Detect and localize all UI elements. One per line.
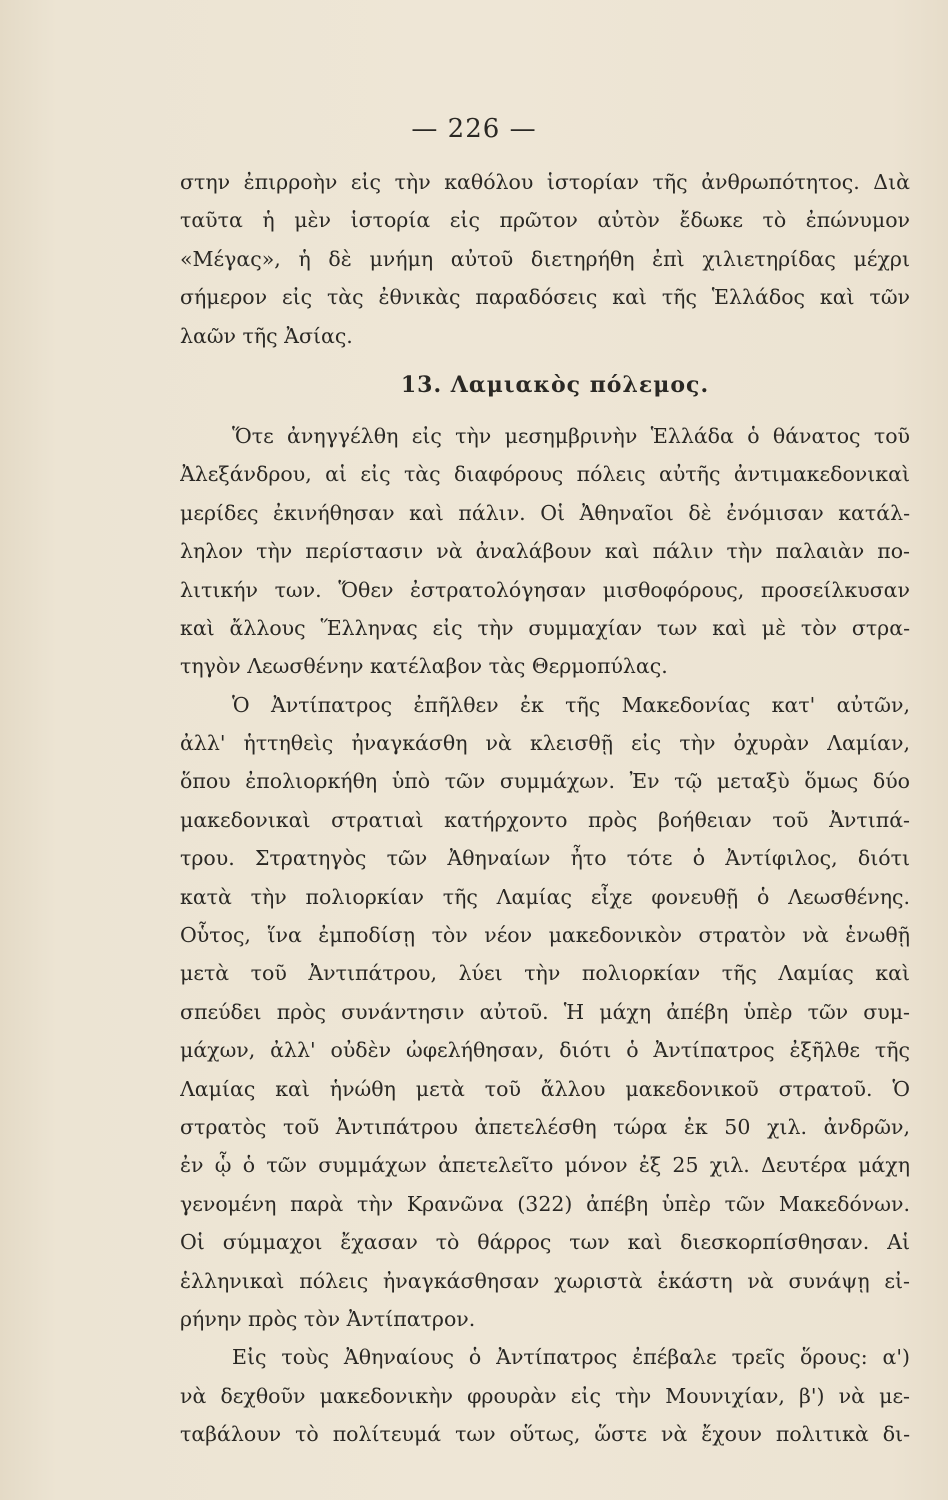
text-line: σπεύδει πρὸς συνάντησιν αὐτοῦ. Ἡ μάχη ἀπέβη ὑπὲρ τῶν συμ- <box>180 999 910 1024</box>
text-line: ρήνην πρὸς τὸν Ἀντίπατρον. <box>180 1306 476 1331</box>
paragraph-3 <box>180 1338 910 1453</box>
text-line: κατὰ τὴν πολιορκίαν τῆς Λαμίας εἶχε φονευθῇ ὁ Λεωσθένης. <box>180 884 910 909</box>
text-line: γενομένη παρὰ τὴν Κρανῶνα (322) ἀπέβη ὑπὲρ τῶν Μακεδόνων. <box>180 1191 910 1216</box>
text-line: ληλον τὴν περίστασιν νὰ ἀναλάβουν καὶ πάλιν τὴν παλαιὰν πο- <box>180 539 910 564</box>
text-line: τηγὸν Λεωσθένην κατέλαβον τὰς Θερμοπύλας. <box>180 654 668 679</box>
text-line: λαῶν τῆς Ἀσίας. <box>180 323 353 348</box>
text-line: τρου. Στρατηγὸς τῶν Ἀθηναίων ἦτο τότε ὁ Ἀντίφιλος, διότι <box>180 846 910 871</box>
text-line: Ὅτε ἀνηγγέλθη εἰς τὴν μεσημβρινὴν Ἑλλάδα ὁ θάνατος τοῦ <box>232 423 910 448</box>
text-line: ταῦτα ἡ μὲν ἱστορία εἰς πρῶτον αὐτὸν ἔδωκε τὸ ἐπώνυμον <box>180 208 910 233</box>
text-line: ταβάλουν τὸ πολίτευμά των οὕτως, ὥστε νὰ ἔχουν πολιτικὰ δι- <box>180 1422 910 1447</box>
text-line: Ἀλεξάνδρου, αἱ εἰς τὰς διαφόρους πόλεις αὐτῆς ἀντιμακεδονικαὶ <box>180 462 910 487</box>
section-heading: 13. Λαμιακὸς πόλεμος. <box>400 371 710 398</box>
page-text <box>180 163 910 1454</box>
paragraph-2 <box>180 686 910 1339</box>
paragraph-intro <box>180 163 910 355</box>
text-line: μάχων, ἀλλ' οὐδὲν ὠφελήθησαν, διότι ὁ Ἀντίπατρος ἐξῆλθε τῆς <box>180 1038 910 1063</box>
text-line: Ὁ Ἀντίπατρος ἐπῆλθεν ἐκ τῆς Μακεδονίας κατ' αὐτῶν, <box>232 692 910 717</box>
text-line: μετὰ τοῦ Ἀντιπάτρου, λύει τὴν πολιορκίαν τῆς Λαμίας καὶ <box>180 961 910 986</box>
text-line: Εἰς τοὺς Ἀθηναίους ὁ Ἀντίπατρος ἐπέβαλε τρεῖς ὅρους: α') <box>232 1345 910 1370</box>
text-line: στρατὸς τοῦ Ἀντιπάτρου ἀπετελέσθη τώρα ἐκ 50 χιλ. ἀνδρῶν, <box>180 1114 910 1139</box>
text-line: σήμερον εἰς τὰς ἐθνικὰς παραδόσεις καὶ τῆς Ἑλλάδος καὶ τῶν <box>180 285 910 310</box>
text-line: Λαμίας καὶ ἡνώθη μετὰ τοῦ ἄλλου μακεδονικοῦ στρατοῦ. Ὁ <box>180 1076 910 1101</box>
text-line: λιτικήν των. Ὅθεν ἐστρατολόγησαν μισθοφόρους, προσείλκυσαν <box>180 577 910 602</box>
paragraph-1 <box>180 417 910 686</box>
text-line: μερίδες ἐκινήθησαν καὶ πάλιν. Οἱ Ἀθηναῖοι δὲ ἐνόμισαν κατάλ- <box>180 500 910 525</box>
text-line: νὰ δεχθοῦν μακεδονικὴν φρουρὰν εἰς τὴν Μουνιχίαν, β') νὰ με- <box>180 1383 910 1408</box>
text-line: στην ἐπιρροὴν εἰς τὴν καθόλου ἱστορίαν τῆς ἀνθρωπότητος. Διὰ <box>180 170 910 194</box>
text-line: Οὗτος, ἵνα ἐμποδίσῃ τὸν νέον μακεδονικὸν στρατὸν νὰ ἑνωθῇ <box>180 923 910 948</box>
text-line: «Μέγας», ἡ δὲ μνήμη αὐτοῦ διετηρήθη ἐπὶ χιλιετηρίδας μέχρι <box>180 246 910 271</box>
text-line: καὶ ἄλλους Ἕλληνας εἰς τὴν συμμαχίαν των καὶ μὲ τὸν στρα- <box>180 615 910 640</box>
text-line: ὅπου ἐπολιορκήθη ὑπὸ τῶν συμμάχων. Ἐν τῷ μεταξὺ ὅμως δύο <box>180 769 910 794</box>
page-number: — 226 — <box>411 114 537 144</box>
text-line: Οἱ σύμμαχοι ἔχασαν τὸ θάρρος των καὶ διεσκορπίσθησαν. Αἱ <box>180 1230 910 1255</box>
text-line: ἀλλ' ἡττηθεὶς ἠναγκάσθη νὰ κλεισθῇ εἰς τὴν ὀχυρὰν Λαμίαν, <box>180 731 910 756</box>
text-line: μακεδονικαὶ στρατιαὶ κατήρχοντο πρὸς βοήθειαν τοῦ Ἀντιπά- <box>180 807 910 832</box>
text-line: ἑλληνικαὶ πόλεις ἠναγκάσθησαν χωριστὰ ἑκάστη νὰ συνάψῃ εἰ- <box>180 1268 910 1293</box>
text-line: ἐν ᾧ ὁ τῶν συμμάχων ἀπετελεῖτο μόνον ἐξ 25 χιλ. Δευτέρα μάχη <box>180 1153 910 1178</box>
